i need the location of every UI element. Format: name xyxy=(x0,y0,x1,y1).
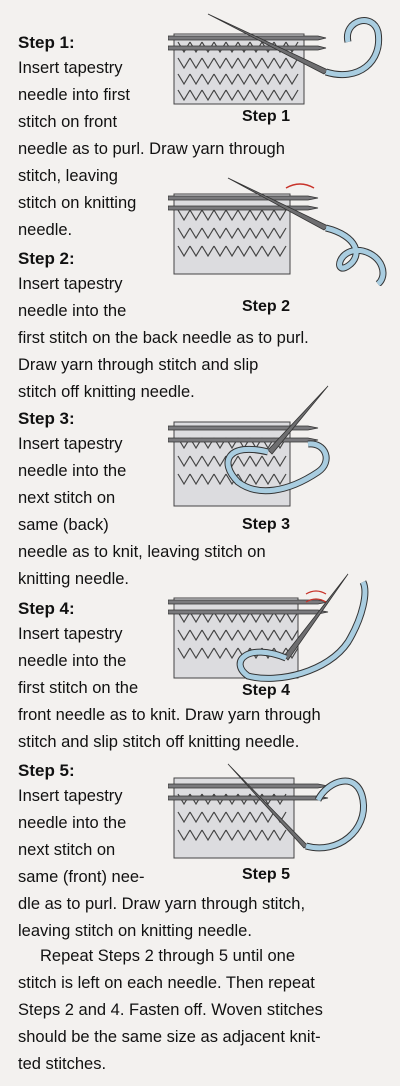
step-3-line-2: needle into the xyxy=(18,462,127,480)
step-2-caption: Step 2 xyxy=(242,298,291,315)
step-1-line-2: needle into first xyxy=(18,86,130,104)
step-4-illustration xyxy=(168,572,396,699)
step-3-line-3: next stitch on xyxy=(18,489,116,507)
repeat-line-5: ted stitches. xyxy=(18,1055,107,1073)
step-5-illustration xyxy=(168,760,396,883)
knitting-diagram-step-5 xyxy=(168,760,396,860)
step-1-line-4: needle as to purl. Draw yarn through xyxy=(18,140,285,158)
step-1-title: Step 1: xyxy=(18,33,75,52)
step-5-line-2: needle into the xyxy=(18,814,127,832)
step-4-line-5: stitch and slip stitch off knitting needle. xyxy=(18,733,300,751)
step-3-caption: Step 3 xyxy=(242,516,291,533)
step-1-line-5: stitch, leaving xyxy=(18,167,118,185)
step-2-illustration xyxy=(168,176,396,315)
step-5-line-6: leaving stitch on knitting needle. xyxy=(18,922,252,940)
step-4-line-1: Insert tapestry xyxy=(18,625,123,643)
repeat-line-4: should be the same size as adjacent knit- xyxy=(18,1028,321,1046)
knitting-diagram-step-3 xyxy=(168,382,396,512)
step-4-line-2: needle into the xyxy=(18,652,127,670)
step-3-line-1: Insert tapestry xyxy=(18,435,123,453)
step-2-line-5: stitch off knitting needle. xyxy=(18,383,195,401)
step-2-line-3: first stitch on the back needle as to purl. xyxy=(18,329,309,347)
step-3-illustration xyxy=(168,382,396,533)
knitting-diagram-step-1 xyxy=(168,12,396,112)
knit-fabric xyxy=(174,34,304,104)
repeat-line-2: stitch is left on each needle. Then repeat xyxy=(18,974,315,992)
step-4-line-4: front needle as to knit. Draw yarn through xyxy=(18,706,321,724)
step-1-illustration xyxy=(168,12,396,125)
step-1-line-3: stitch on front xyxy=(18,113,118,131)
step-5-line-5: dle as to purl. Draw yarn through stitch, xyxy=(18,895,306,913)
knitting-diagram-step-4 xyxy=(168,572,396,684)
yarn xyxy=(326,21,379,75)
step-4-title: Step 4: xyxy=(18,599,75,618)
repeat-line-3: Steps 2 and 4. Fasten off. Woven stitches xyxy=(18,1001,323,1019)
step-3-line-6: knitting needle. xyxy=(18,570,129,588)
step-1-line-7: needle. xyxy=(18,221,73,239)
step-2-line-1: Insert tapestry xyxy=(18,275,123,293)
step-5-line-1: Insert tapestry xyxy=(18,787,123,805)
step-1-line-1: Insert tapestry xyxy=(18,59,123,77)
step-5-title: Step 5: xyxy=(18,761,75,780)
repeat-line-1: Repeat Steps 2 through 5 until one xyxy=(40,947,296,965)
step-5-line-4: same (front) nee- xyxy=(18,868,145,886)
step-4-caption: Step 4 xyxy=(242,682,291,699)
step-5-caption: Step 5 xyxy=(242,866,291,883)
step-3-title: Step 3: xyxy=(18,409,75,428)
repeat-paragraph xyxy=(18,943,390,1078)
step-2-title: Step 2: xyxy=(18,249,75,268)
step-3-line-4: same (back) xyxy=(18,516,109,534)
step-2-line-4: Draw yarn through stitch and slip xyxy=(18,356,259,374)
step-3-line-5: needle as to knit, leaving stitch on xyxy=(18,543,266,561)
step-5-line-3: next stitch on xyxy=(18,841,116,859)
step-1-line-6: stitch on knitting xyxy=(18,194,137,212)
step-4-line-3: first stitch on the xyxy=(18,679,139,697)
knitting-diagram-step-2 xyxy=(168,176,396,286)
step-2-line-2: needle into the xyxy=(18,302,127,320)
step-1-caption: Step 1 xyxy=(242,108,291,125)
